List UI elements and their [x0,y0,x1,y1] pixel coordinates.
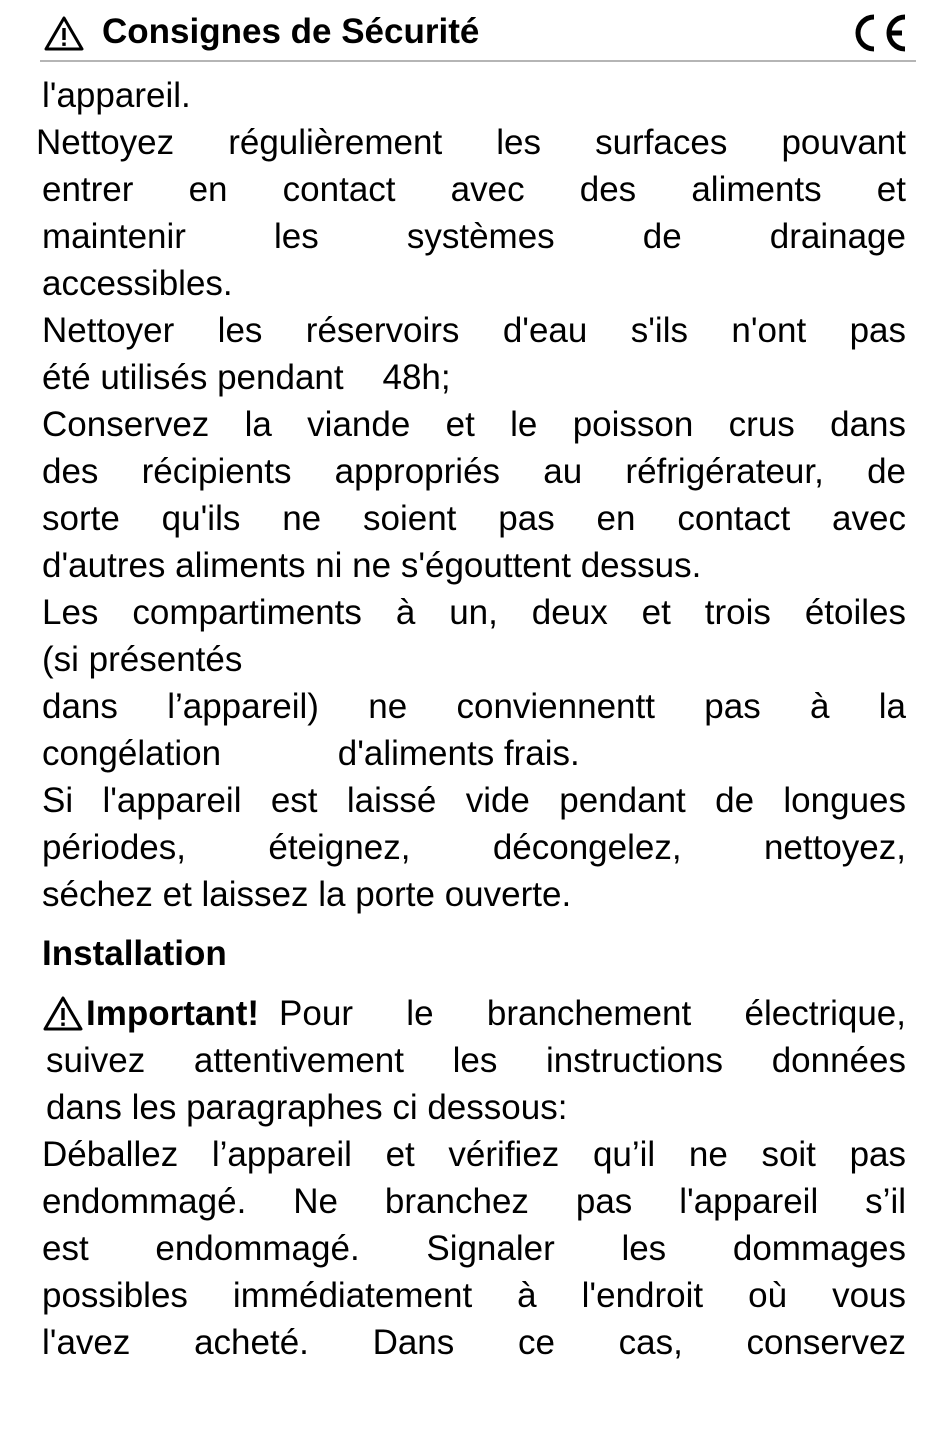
text-line: sorte qu'ils ne soient pas en contact avec [42,499,906,538]
text-line: été utilisés pendant 48h; [42,358,451,397]
text-line: accessibles. [42,264,233,303]
page-header [40,8,916,62]
safety-instructions-body [36,72,906,918]
warning-triangle-icon [42,996,84,1032]
ce-mark-icon [850,12,910,54]
text-line: Si l'appareil est laissé vide pendant de longues [42,781,906,820]
text-line: Nettoyer les réservoirs d'eau s'ils n'ont pas [42,311,906,350]
text-line: dans les paragraphes ci dessous: [46,1088,568,1127]
text-line: périodes, éteignez, décongelez, nettoyez, [42,828,906,867]
text-line: des récipients appropriés au réfrigérateur, de [42,452,906,491]
text-line: suivez attentivement les instructions données [46,1041,906,1080]
text-line: Nettoyez régulièrement les surfaces pouvant [36,123,906,162]
page-title: Consignes de Sécurité [102,12,480,51]
text-line: l'appareil. [42,76,191,115]
text-line: est endommagé. Signaler les dommages [42,1229,906,1268]
text-line: Les compartiments à un, deux et trois étoiles [42,593,906,632]
text-line: Pour le branchement électrique, [279,994,906,1033]
text-line: l'avez acheté. Dans ce cas, conservez [42,1323,906,1362]
text-line: (si présentés [42,640,243,679]
text-line: possibles immédiatement à l'endroit où vous [42,1276,906,1315]
installation-heading: Installation [42,934,227,973]
text-line: entrer en contact avec des aliments et [42,170,906,209]
text-line: Déballez l’appareil et vérifiez qu’il ne soit pas [42,1135,906,1174]
text-line: congélation d'aliments frais. [42,734,580,773]
warning-triangle-icon [44,16,84,52]
important-label: Important! [86,994,260,1033]
text-line: séchez et laissez la porte ouverte. [42,875,572,914]
text-line: endommagé. Ne branchez pas l'appareil s’il [42,1182,906,1221]
text-line: dans l’appareil) ne conviennentt pas à la [42,687,906,726]
text-line: d'autres aliments ni ne s'égouttent dessus. [42,546,702,585]
text-line: Conservez la viande et le poisson crus dans [42,405,906,444]
installation-body [42,990,906,1366]
important-notice [42,990,906,1037]
text-line: maintenir les systèmes de drainage [42,217,906,256]
